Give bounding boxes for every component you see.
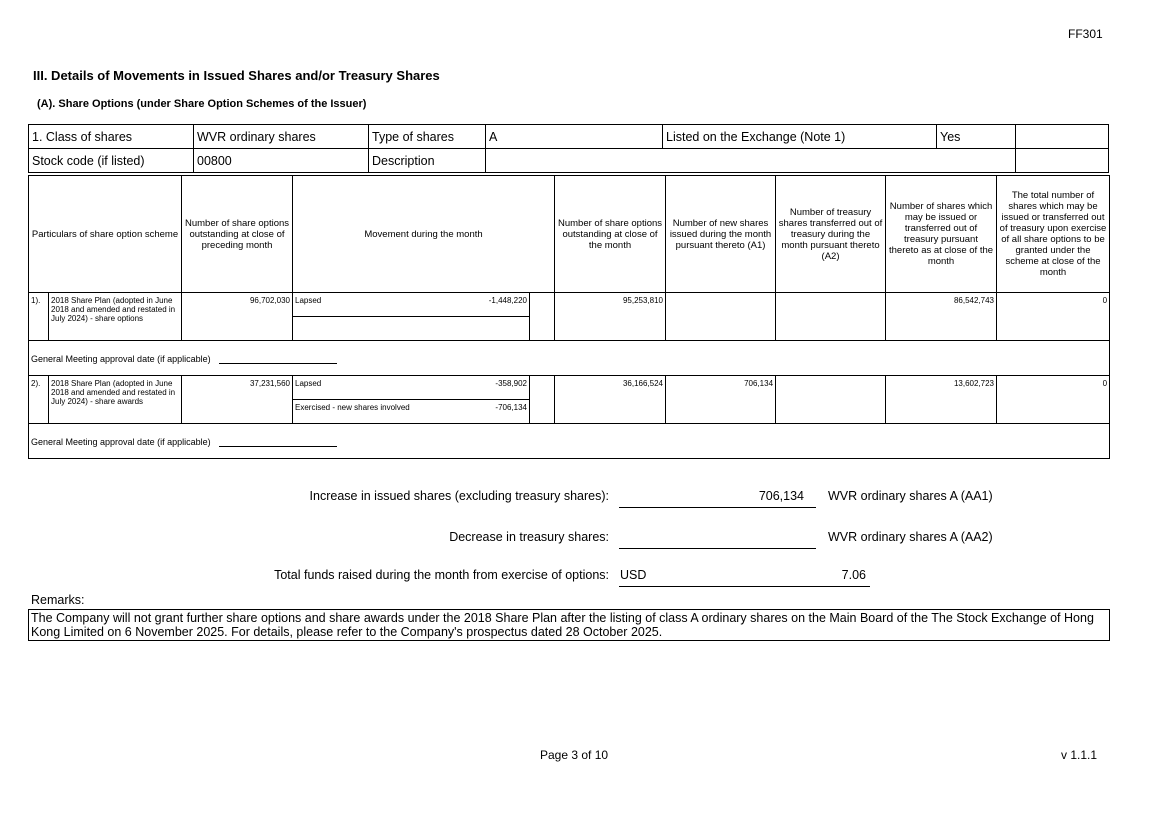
header-treasury-transferred: Number of treasury shares transferred out of treasury during the month pursuant thereto (A2) [776, 176, 886, 293]
outstanding-preceding: 37,231,560 [182, 376, 293, 424]
gm-approval-date-line [219, 435, 337, 447]
share-options-table [28, 175, 1110, 459]
may-be-issued: 13,602,723 [886, 376, 997, 424]
total-may-be-issued: 0 [997, 293, 1110, 341]
remarks-label: Remarks: [31, 593, 85, 607]
movement-value: -358,902 [440, 376, 530, 400]
scheme-row [29, 376, 1110, 400]
listed-extra-cell [1016, 125, 1109, 149]
header-new-shares: Number of new shares issued during the month pursuant thereto (A1) [666, 176, 776, 293]
new-shares: 706,134 [666, 376, 776, 424]
gm-approval-row [29, 341, 1110, 376]
header-may-be-issued: Number of shares which may be issued or transferred out of treasury pursuant thereto as at close of the month [886, 176, 997, 293]
listed-label: Listed on the Exchange (Note 1) [663, 125, 937, 149]
listed-value: Yes [937, 125, 1016, 149]
funds-label: Total funds raised during the month from exercise of options: [274, 568, 609, 582]
treasury-transferred [776, 376, 886, 424]
description-extra-cell [1016, 149, 1109, 173]
scheme-name: 2018 Share Plan (adopted in June 2018 and amended and restated in July 2024) - share options [49, 293, 182, 341]
movement-label [293, 317, 440, 341]
outstanding-close: 95,253,810 [555, 293, 666, 341]
funds-value: 7.06 [841, 568, 866, 582]
class-value: WVR ordinary shares [194, 125, 369, 149]
movement-label: Lapsed [293, 293, 440, 317]
scheme-index: 1). [29, 293, 49, 341]
decrease-line [619, 530, 816, 549]
remarks-text: The Company will not grant further share options and share awards under the 2018 Share Plan after the listing of class A ordinary shares on the Main Board of the The Stock Exchange of Hong Kong Limited on 6 November 2025. For details, please refer to the Company's prospectus dated 28 October 2025. [28, 609, 1110, 641]
section-title: III. Details of Movements in Issued Shares and/or Treasury Shares [33, 68, 440, 83]
movement-value: -1,448,220 [440, 293, 530, 317]
description-value [486, 149, 1016, 173]
type-label: Type of shares [369, 125, 486, 149]
version-label: v 1.1.1 [1061, 748, 1098, 762]
funds-currency: USD [620, 568, 647, 582]
movement-label: Lapsed [293, 376, 440, 400]
new-shares [666, 293, 776, 341]
header-particulars: Particulars of share option scheme [29, 176, 182, 293]
increase-label: Increase in issued shares (excluding treasury shares): [309, 489, 609, 503]
header-movement: Movement during the month [293, 176, 555, 293]
stock-code-value: 00800 [194, 149, 369, 173]
may-be-issued: 86,542,743 [886, 293, 997, 341]
total-may-be-issued: 0 [997, 376, 1110, 424]
movement-label: Exercised - new shares involved [293, 400, 440, 424]
class-info-table [28, 124, 1109, 173]
class-label: 1. Class of shares [29, 125, 194, 149]
form-code: FF301 [1068, 27, 1103, 41]
increase-value: 706,134 [758, 489, 804, 503]
stock-code-label: Stock code (if listed) [29, 149, 194, 173]
increase-class: WVR ordinary shares A (AA1) [828, 489, 993, 503]
page-number: Page 3 of 10 [540, 748, 609, 762]
type-value: A [486, 125, 663, 149]
gm-approval-label: General Meeting approval date (if applicable) [31, 354, 211, 364]
movement-spacer [530, 376, 555, 424]
outstanding-preceding: 96,702,030 [182, 293, 293, 341]
decrease-class: WVR ordinary shares A (AA2) [828, 530, 993, 544]
scheme-row [29, 293, 1110, 317]
scheme-name: 2018 Share Plan (adopted in June 2018 and amended and restated in July 2024) - share awards [49, 376, 182, 424]
treasury-transferred [776, 293, 886, 341]
movement-spacer [530, 293, 555, 341]
outstanding-close: 36,166,524 [555, 376, 666, 424]
gm-approval-label: General Meeting approval date (if applicable) [31, 437, 211, 447]
subsection-title: (A). Share Options (under Share Option Schemes of the Issuer) [37, 98, 367, 110]
gm-approval-row [29, 424, 1110, 459]
decrease-label: Decrease in treasury shares: [449, 530, 609, 544]
movement-value: -706,134 [440, 400, 530, 424]
description-label: Description [369, 149, 486, 173]
header-outstanding-close: Number of share options outstanding at close of the month [555, 176, 666, 293]
movement-value [440, 317, 530, 341]
scheme-index: 2). [29, 376, 49, 424]
gm-approval-date-line [219, 352, 337, 364]
header-outstanding-preceding: Number of share options outstanding at close of preceding month [182, 176, 293, 293]
header-total-may-be-issued: The total number of shares which may be issued or transferred out of treasury upon exercise of all share options to be granted under the scheme at close of the month [997, 176, 1110, 293]
